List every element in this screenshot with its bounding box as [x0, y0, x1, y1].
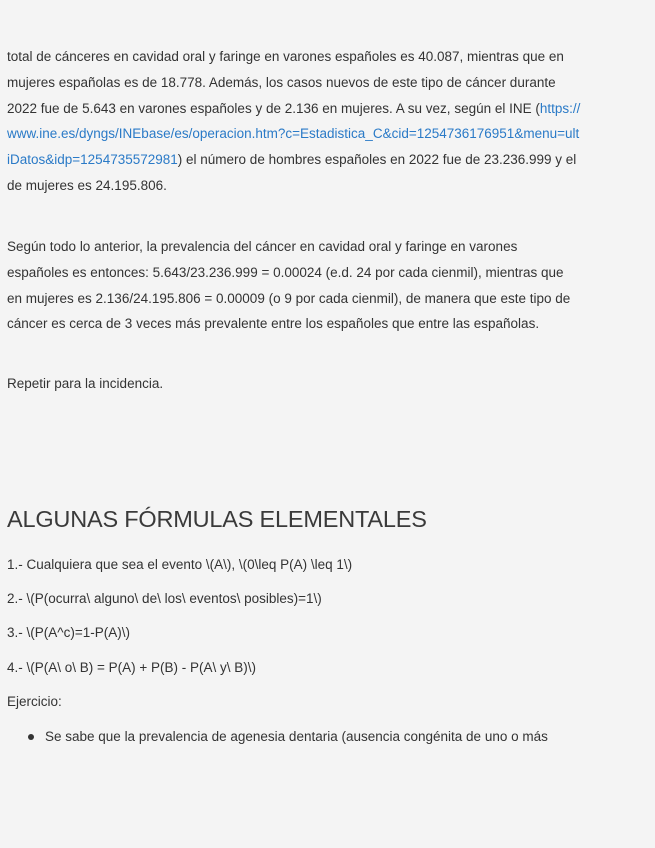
exercise-bullet-list: [7, 726, 627, 748]
paragraph-cancer-cases: [7, 44, 582, 199]
list-item: [7, 726, 627, 748]
paragraph-cancer-cases-text-end: ) el número de hombres españoles en 2022 fue de 23.236.999 y el de mujeres es 24.195.806.: [7, 152, 577, 193]
section-heading: ALGUNAS FÓRMULAS ELEMENTALES: [7, 506, 427, 532]
bullet-dot-icon: [28, 734, 34, 740]
formula-2: 2.- \(P(ocurra\ alguno\ de\ los\ eventos\ posibles)=1\): [7, 591, 322, 606]
formula-4: 4.- \(P(A\ o\ B) = P(A) + P(B) - P(A\ y\ B)\): [7, 660, 257, 675]
paragraph-prevalence: Según todo lo anterior, la prevalencia del cáncer en cavidad oral y faringe en varones españoles es entonces: 5.643/23.236.999 = 0.00024 (e.d. 24 por cada cienmil), mientras que en mujeres es 2.136/24.195.806 = 0.00009 (o 9 por cada cienmil), de manera que este tipo de cáncer es cerca de 3 veces más prevalente entre los españoles que entre las españolas.: [7, 239, 571, 332]
paragraph-repeat-incidence: Repetir para la incidencia.: [7, 376, 164, 391]
exercise-label: Ejercicio:: [7, 694, 62, 709]
formula-3: 3.- \(P(A^c)=1-P(A)\): [7, 625, 130, 640]
paragraph-cancer-cases-text: total de cánceres en cavidad oral y faringe en varones españoles es 40.087, mientras que en mujeres españolas es de 18.778. Además, los casos nuevos de este tipo de cáncer durante 2022 fue de 5.643 en varones españoles y de 2.136 en mujeres. A su vez, según el INE (: [7, 49, 564, 116]
formula-1: 1.- Cualquiera que sea el evento \(A\), \(0\leq P(A) \leq 1\): [7, 557, 353, 572]
ine-link[interactable]: https://www.ine.es/dyngs/INEbase/es/operacion.htm?c=Estadistica_C&cid=1254736176951&menu=ultiDatos&idp=1254735572981: [7, 100, 581, 168]
list-item-text: Se sabe que la prevalencia de agenesia dentaria (ausencia congénita de uno o más: [45, 729, 548, 744]
